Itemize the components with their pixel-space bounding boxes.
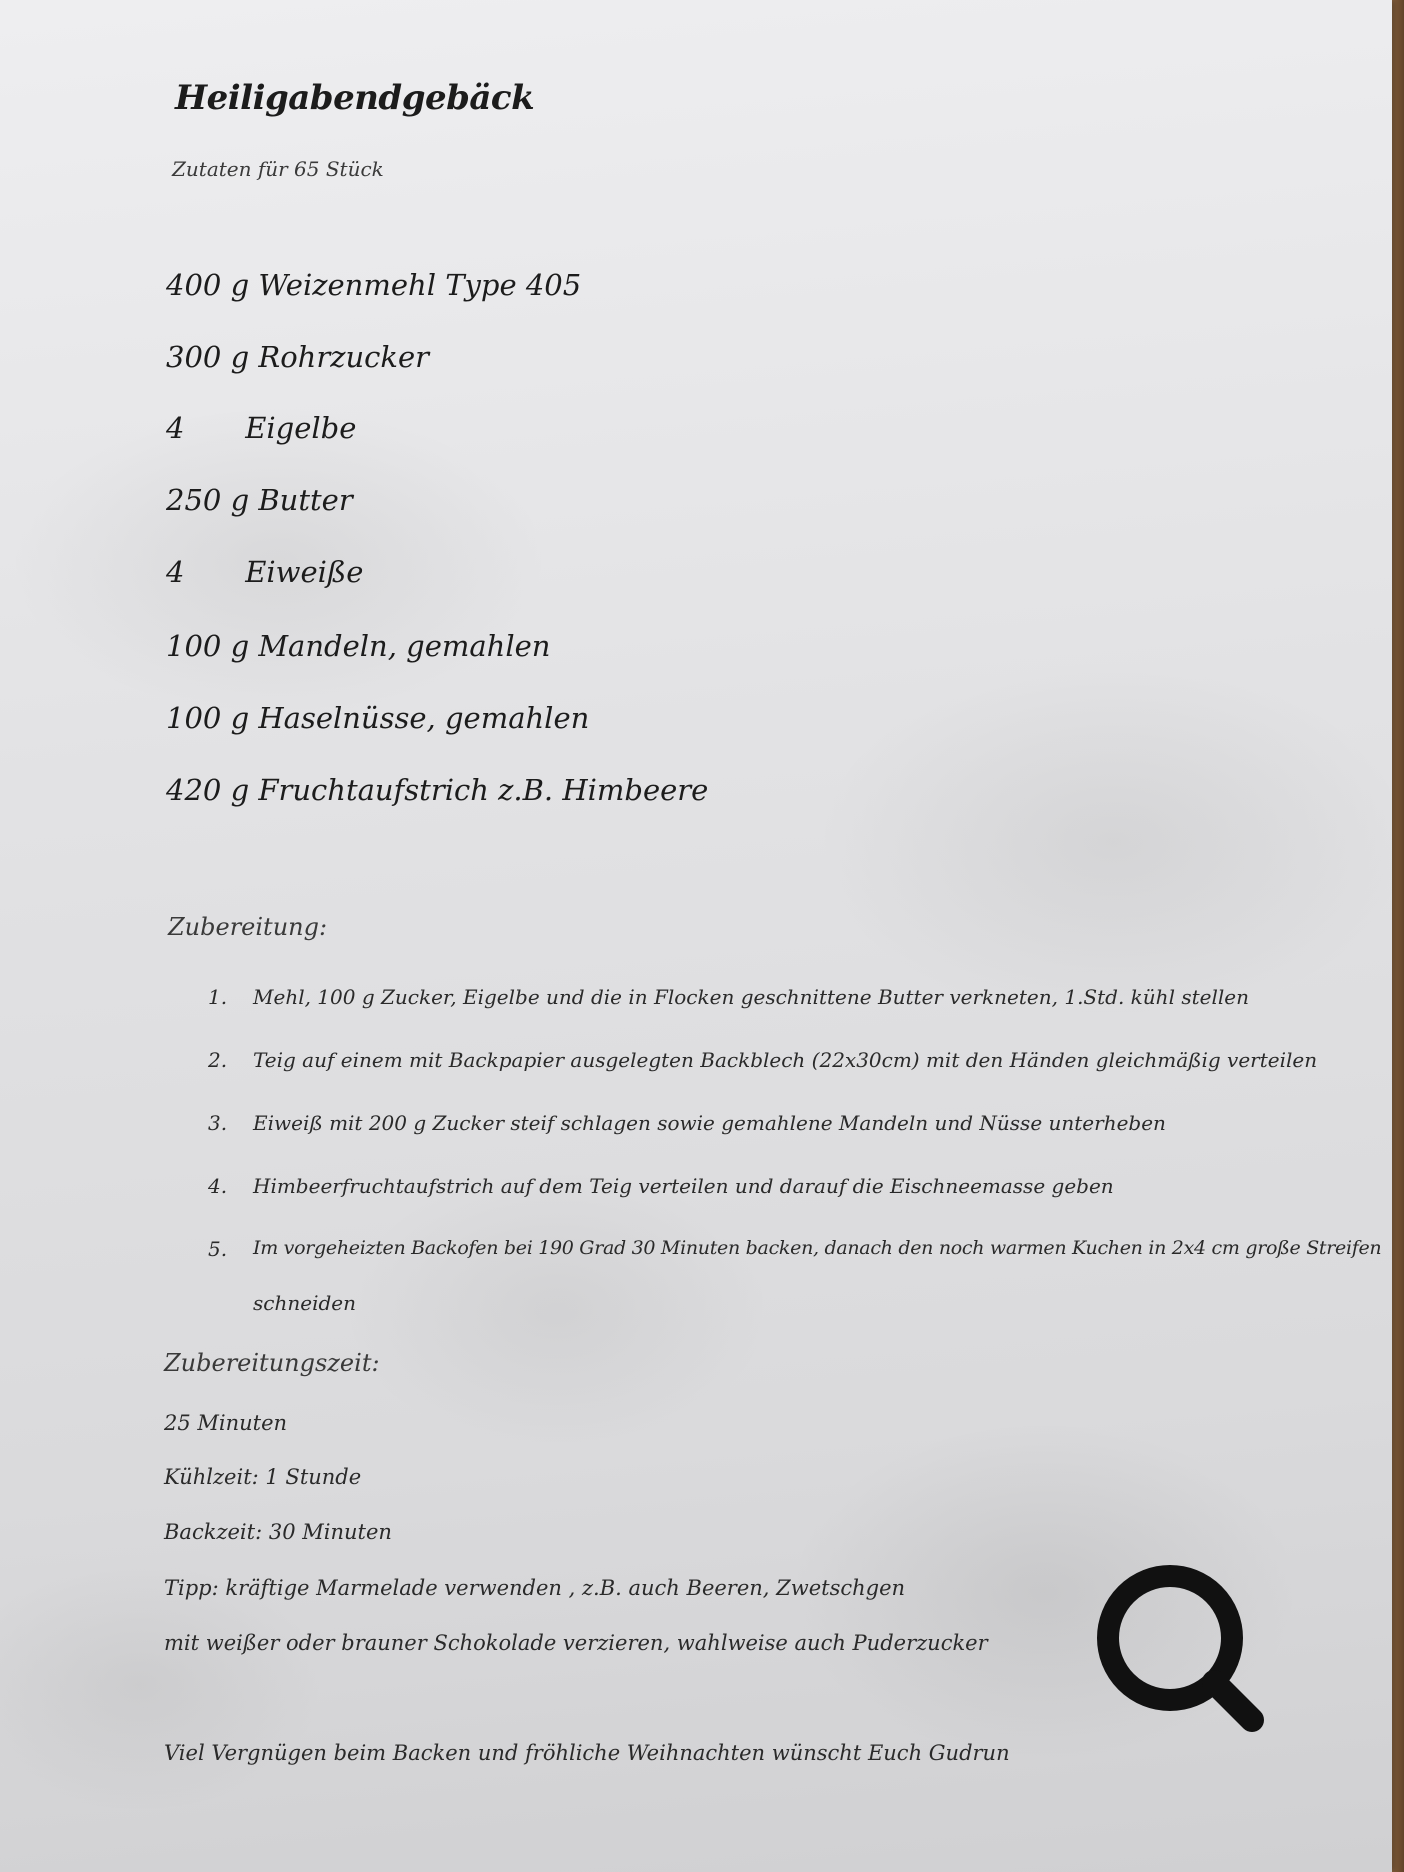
- ingredient-qty: 100 g: [166, 629, 250, 663]
- preparation-heading: Zubereitung:: [168, 913, 328, 941]
- tip-line: Tipp: kräftige Marmelade verwenden , z.B. auch Beeren, Zwetschgen: [164, 1576, 906, 1600]
- tip-line: mit weißer oder brauner Schokolade verzieren, wahlweise auch Puderzucker: [164, 1631, 988, 1655]
- step-text-continued: schneiden: [253, 1291, 356, 1315]
- ingredient-item: [166, 629, 550, 663]
- step-text: Himbeerfruchtaufstrich auf dem Teig verteilen und darauf die Eischneemasse geben: [253, 1174, 1114, 1198]
- ingredient-item: [166, 340, 429, 374]
- ingredient-qty: 4: [166, 411, 185, 445]
- step-text: Eiweiß mit 200 g Zucker steif schlagen sowie gemahlene Mandeln und Nüsse unterheben: [253, 1111, 1166, 1135]
- ingredient-qty: 100 g: [166, 701, 250, 735]
- prep-time: 25 Minuten: [164, 1411, 288, 1435]
- ingredient-name: Butter: [258, 483, 353, 517]
- search-icon[interactable]: [1090, 1558, 1270, 1738]
- recipe-subtitle: Zutaten für 65 Stück: [172, 157, 384, 181]
- ingredient-name: Eiweiße: [245, 555, 364, 589]
- ingredient-item: [166, 555, 363, 589]
- step-text: Teig auf einem mit Backpapier ausgelegten Backblech (22x30cm) mit den Händen gleichmäßig verteilen: [253, 1048, 1318, 1072]
- ingredient-qty: 400 g: [166, 268, 250, 302]
- ingredient-qty: 250 g: [166, 483, 250, 517]
- search-icon-handle: [1214, 1682, 1252, 1720]
- ingredient-name: Mandeln, gemahlen: [258, 629, 551, 663]
- ingredient-name: Eigelbe: [245, 411, 357, 445]
- ingredient-name: Fruchtaufstrich z.B. Himbeere: [258, 773, 709, 807]
- step-text: Im vorgeheizten Backofen bei 190 Grad 30 Minuten backen, danach den noch warmen Kuchen in 2x4 cm große Streifen: [253, 1237, 1382, 1259]
- ingredient-item: [166, 773, 708, 807]
- baking-time: Backzeit: 30 Minuten: [164, 1520, 392, 1544]
- step-text: Mehl, 100 g Zucker, Eigelbe und die in Flocken geschnittene Butter verkneten, 1.Std. kühl stellen: [253, 985, 1249, 1009]
- ingredient-item: [166, 411, 356, 445]
- step-number: 2.: [208, 1048, 228, 1072]
- step-number: 3.: [208, 1111, 228, 1135]
- step-number: 4.: [208, 1174, 228, 1198]
- cooling-time: Kühlzeit: 1 Stunde: [164, 1465, 362, 1489]
- ingredient-name: Haselnüsse, gemahlen: [258, 701, 590, 735]
- ingredient-qty: 4: [166, 555, 185, 589]
- step-number: 5.: [208, 1237, 228, 1261]
- ingredient-name: Weizenmehl Type 405: [258, 268, 582, 302]
- recipe-title: Heiligabendgebäck: [175, 78, 535, 118]
- ingredient-qty: 300 g: [166, 340, 250, 374]
- ingredient-item: [166, 701, 589, 735]
- closing-line: Viel Vergnügen beim Backen und fröhliche Weihnachten wünscht Euch Gudrun: [164, 1741, 1010, 1765]
- ingredient-item: [166, 483, 353, 517]
- ingredient-item: [166, 268, 581, 302]
- ingredient-qty: 420 g: [166, 773, 250, 807]
- step-number: 1.: [208, 985, 228, 1009]
- time-heading: Zubereitungszeit:: [164, 1349, 380, 1377]
- ingredient-name: Rohrzucker: [258, 340, 429, 374]
